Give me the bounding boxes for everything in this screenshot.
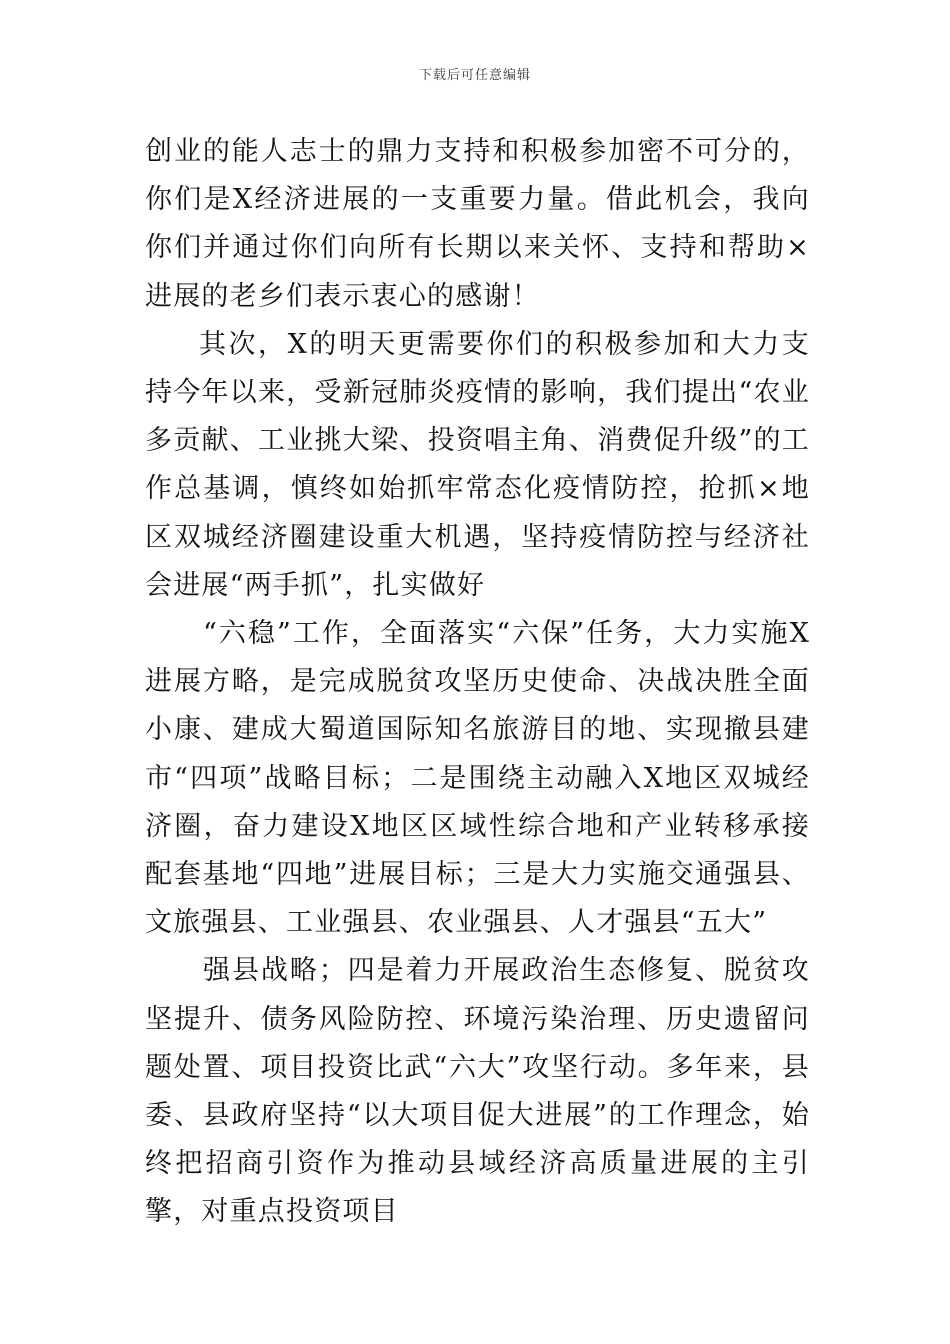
paragraph-2: 其次，X的明天更需要你们的积极参加和大力支持今年以来，受新冠肺炎疫情的影响，我们提出“农业多贡献、工业挑大梁、投资唱主角、消费促升级”的工作总基调，慎终如始抓牢常态化疫情防控，抢抓×地区双城经济圈建设重大机遇，坚持疫情防控与经济社会进展“两手抓”，扎实做好 xyxy=(145,328,810,601)
paragraph-4: 强县战略；四是着力开展政治生态修复、脱贫攻坚提升、债务风险防控、环境污染治理、历史遗留问题处置、项目投资比武“六大”攻坚行动。多年来，县委、县政府坚持“以大项目促大进展”的工作理念，始终把招商引资作为推动县域经济高质量进展的主引擎，对重点投资项目 xyxy=(145,955,810,1228)
paragraph-1: 创业的能人志士的鼎力支持和积极参加密不可分的，你们是X经济进展的一支重要力量。借此机会，我向你们并通过你们向所有长期以来关怀、支持和帮助×进展的老乡们表示衷心的感谢！ xyxy=(145,136,810,312)
page-header: 下载后可任意编辑 xyxy=(418,68,531,83)
document-body xyxy=(145,128,810,1237)
paragraph-3: “六稳”工作，全面落实“六保”任务，大力实施X进展方略，是完成脱贫攻坚历史使命、决战决胜全面小康、建成大蜀道国际知名旅游目的地、实现撤县建市“四项”战略目标；二是围绕主动融入X地区双城经济圈，奋力建设X地区区域性综合地和产业转移承接配套基地“四地”进展目标；三是大力实施交通强县、文旅强县、工业强县、农业强县、人才强县“五大” xyxy=(145,618,810,939)
